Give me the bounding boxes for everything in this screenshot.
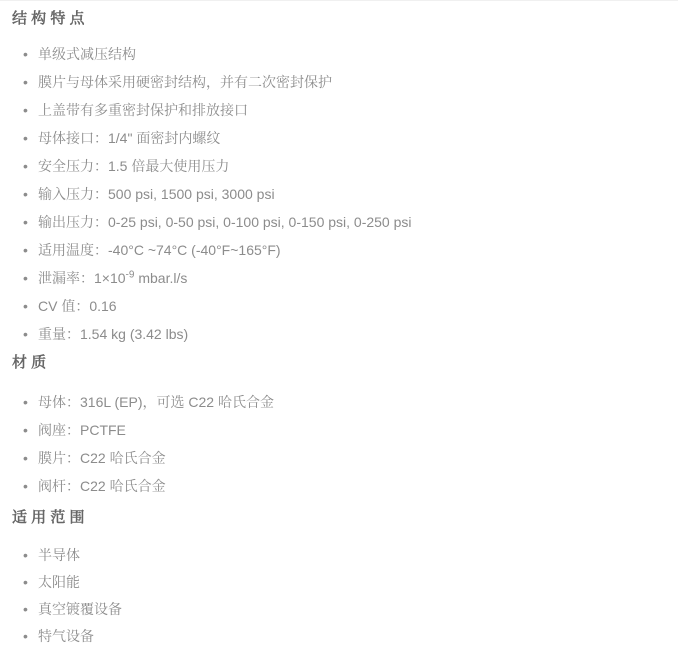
list-item: • 母体接口：1/4" 面密封内螺纹 [23, 131, 664, 146]
list-item: • 半导体 [23, 548, 664, 563]
leak-rate-prefix: 泄漏率：1×10 [38, 270, 126, 286]
list-item: • CV 值：0.16 [23, 299, 664, 314]
list-item: • 单级式减压结构 [23, 47, 664, 62]
list-item: • 重量：1.54 kg (3.42 lbs) [23, 327, 664, 342]
section-title: 适 用 范 围 [12, 509, 85, 526]
section-applications [12, 510, 664, 644]
section-structural-features [12, 11, 664, 342]
list-item: • 真空镀覆设备 [23, 602, 664, 617]
list-item: • 输入压力：500 psi, 1500 psi, 3000 psi [23, 187, 664, 202]
leak-rate-suffix: mbar.l/s [134, 270, 188, 286]
list-item: • 阀杆：C22 哈氏合金 [23, 479, 664, 494]
section-materials [12, 355, 664, 494]
list-item-leak-rate [23, 271, 664, 286]
bullet-list [12, 395, 664, 494]
list-item: • 安全压力：1.5 倍最大使用压力 [23, 159, 664, 174]
spec-document [0, 1, 678, 644]
list-item: • 阀座：PCTFE [23, 423, 664, 438]
list-item: • 膜片：C22 哈氏合金 [23, 451, 664, 466]
list-item: • 太阳能 [23, 575, 664, 590]
list-item: • 母体：316L (EP)，可选 C22 哈氏合金 [23, 395, 664, 410]
list-item: • 膜片与母体采用硬密封结构，并有二次密封保护 [23, 75, 664, 90]
bullet-list [12, 47, 664, 342]
section-title: 材 质 [12, 354, 47, 371]
list-item: • 输出压力：0-25 psi, 0-50 psi, 0-100 psi, 0-150 psi, 0-250 psi [23, 215, 664, 230]
list-item: • 适用温度：-40°C ~74°C (-40°F~165°F) [23, 243, 664, 258]
list-item: • 上盖带有多重密封保护和排放接口 [23, 103, 664, 118]
bullet-list [12, 548, 664, 644]
section-title: 结 构 特 点 [12, 10, 85, 27]
list-item: • 特气设备 [23, 629, 664, 644]
leak-rate-exponent: -9 [125, 269, 135, 281]
